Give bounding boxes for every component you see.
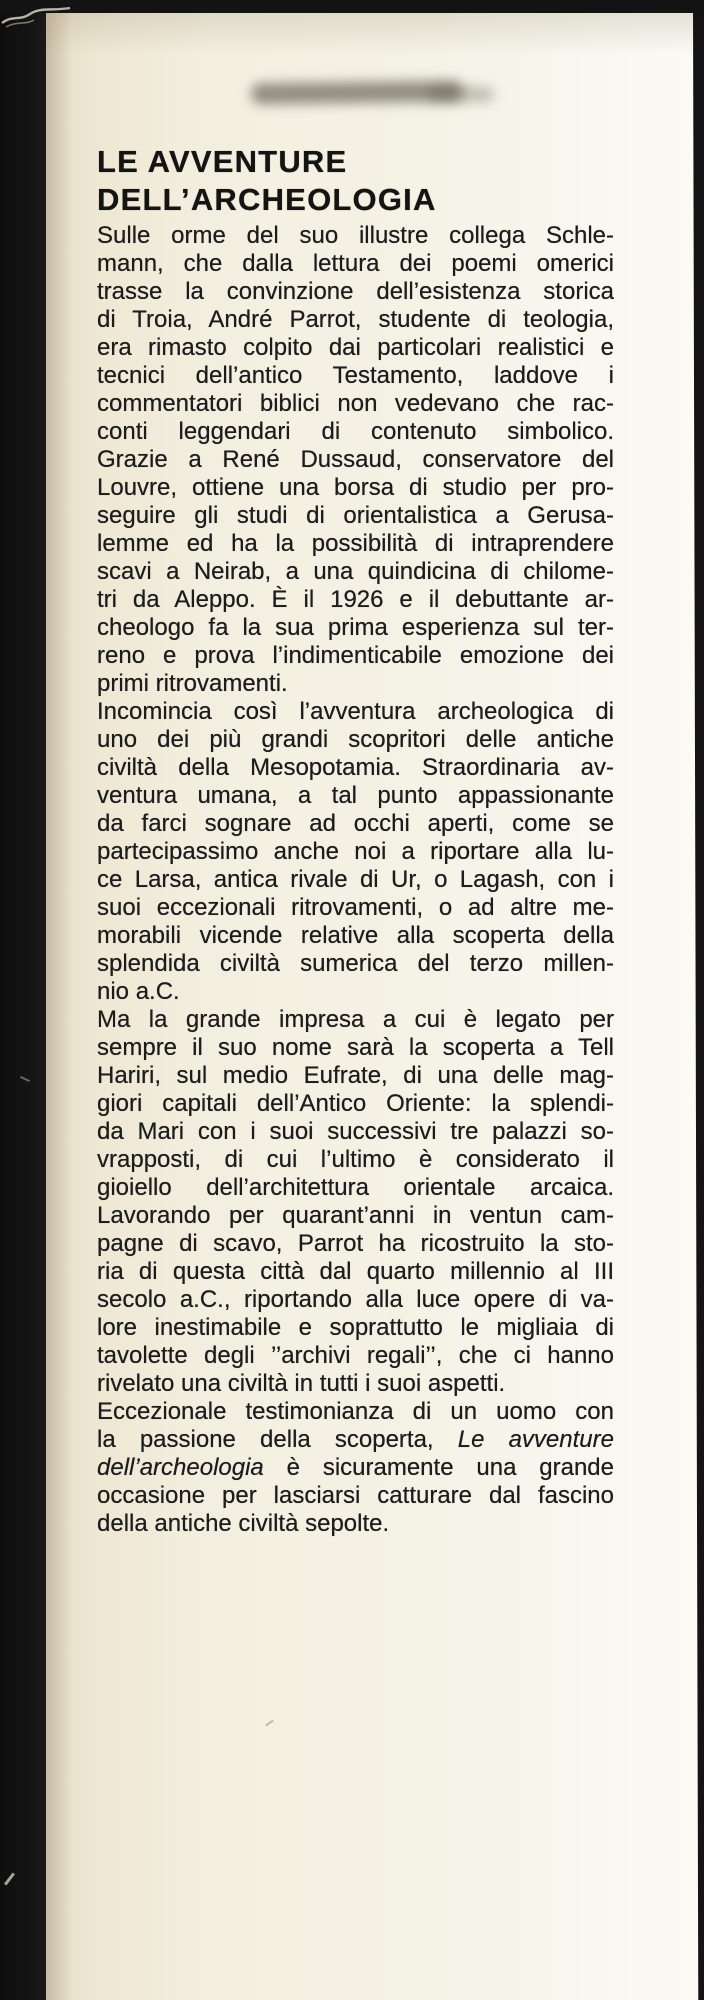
text-line	[97, 1202, 614, 1230]
text-segment: Ma la grande impresa a cui è legato per	[97, 1006, 614, 1033]
text-line	[97, 838, 614, 866]
text-line	[97, 782, 614, 810]
text-segment: di Troia, André Parrot, studente di teologia,	[97, 306, 614, 333]
text-line	[97, 1482, 614, 1510]
text-segment: Eccezionale testimonianza di un uomo con	[97, 1398, 614, 1425]
scan-border-top	[0, 0, 704, 13]
title-line-1: LE AVVENTURE	[97, 143, 348, 179]
text-line	[97, 558, 614, 586]
text-line	[97, 1398, 614, 1426]
text-line	[97, 502, 614, 530]
text-segment: occasione per lasciarsi catturare dal fascino	[97, 1482, 614, 1509]
text-line	[97, 1230, 614, 1258]
text-line	[97, 250, 614, 278]
text-segment: Louvre, ottiene una borsa di studio per pro-	[97, 474, 614, 501]
text-line	[97, 222, 614, 250]
text-segment: è sicuramente una grande	[263, 1454, 614, 1481]
text-line	[97, 1034, 614, 1062]
page-title	[97, 143, 637, 219]
text-line	[97, 1314, 614, 1342]
text-segment: morabili vicende relative alla scoperta della	[97, 922, 614, 949]
text-line	[97, 698, 614, 726]
text-line	[97, 1174, 614, 1202]
text-line	[97, 278, 614, 306]
text-segment: trasse la convinzione dell’esistenza storica	[97, 278, 614, 305]
text-segment: gioiello dell’architettura orientale arcaica.	[97, 1174, 614, 1201]
text-line	[97, 1062, 614, 1090]
text-segment: nio a.C.	[97, 978, 180, 1005]
text-segment: era rimasto colpito dai particolari realistici e	[97, 334, 614, 361]
scan-border-right	[693, 0, 704, 2000]
text-segment: ventura umana, a tal punto appassionante	[97, 782, 614, 809]
body-text	[97, 222, 614, 1538]
text-line	[97, 754, 614, 782]
text-segment: rivelato una civiltà in tutti i suoi aspetti.	[97, 1370, 506, 1397]
text-segment: Grazie a René Dussaud, conservatore del	[97, 446, 614, 473]
page-top-shadow	[46, 13, 696, 55]
text-line	[97, 334, 614, 362]
text-line	[97, 894, 614, 922]
text-line	[97, 1342, 614, 1370]
text-line	[97, 362, 614, 390]
text-line	[97, 950, 614, 978]
text-line	[97, 1146, 614, 1174]
text-line	[97, 922, 614, 950]
text-segment: secolo a.C., riportando alla luce opere di va-	[97, 1286, 614, 1313]
text-segment: tecnici dell’antico Testamento, laddove i	[97, 362, 614, 389]
text-segment: primi ritrovamenti.	[97, 670, 288, 697]
text-line	[97, 1454, 614, 1482]
text-segment: civiltà della Mesopotamia. Straordinaria av-	[97, 754, 614, 781]
text-segment: reno e prova l’indimenticabile emozione dei	[97, 642, 614, 669]
text-line	[97, 586, 614, 614]
text-segment: suoi eccezionali ritrovamenti, o ad altre me-	[97, 894, 614, 921]
page-left-shadow	[46, 0, 72, 2000]
text-segment: da Mari con i suoi successivi tre palazzi so-	[97, 1118, 614, 1145]
italic-text-segment: dell’archeologia	[97, 1454, 264, 1481]
text-segment: commentatori biblici non vedevano che rac-	[97, 390, 614, 417]
text-segment: mann, che dalla lettura dei poemi omerici	[97, 250, 614, 277]
text-line	[97, 474, 614, 502]
text-line	[97, 866, 614, 894]
scratch-mark	[0, 3, 74, 31]
text-line	[97, 978, 614, 1006]
text-segment: la passione della scoperta,	[97, 1426, 458, 1453]
text-line	[97, 670, 614, 698]
text-line	[97, 614, 614, 642]
text-segment: giori capitali dell’Antico Oriente: la splendi-	[97, 1090, 614, 1117]
text-segment: sempre il suo nome sarà la scoperta a Tell	[97, 1034, 614, 1061]
text-segment: vrapposti, di cui l’ultimo è considerato il	[97, 1146, 614, 1173]
text-line	[97, 390, 614, 418]
text-segment: scavi a Neirab, a una quindicina di chilome-	[97, 558, 614, 585]
text-line	[97, 418, 614, 446]
text-segment: splendida civiltà sumerica del terzo millen-	[97, 950, 614, 977]
text-segment: uno dei più grandi scopritori delle antiche	[97, 726, 614, 753]
text-line	[97, 1258, 614, 1286]
text-segment: Sulle orme del suo illustre collega Schle-	[97, 222, 614, 249]
text-line	[97, 810, 614, 838]
text-line	[97, 530, 614, 558]
italic-text-segment: Le avventure	[457, 1426, 614, 1453]
text-line	[97, 1006, 614, 1034]
text-segment: partecipassimo anche noi a riportare alla lu-	[97, 838, 614, 865]
text-segment: Lavorando per quarant’anni in ventun cam-	[97, 1202, 614, 1229]
scan-border-left	[0, 0, 46, 2000]
text-segment: cheologo fa la sua prima esperienza sul ter-	[97, 614, 614, 641]
text-segment: tri da Aleppo. È il 1926 e il debuttante ar-	[97, 586, 614, 613]
text-segment: da farci sognare ad occhi aperti, come se	[97, 810, 614, 837]
ink-smudge-small	[428, 87, 494, 102]
text-segment: della antiche civiltà sepolte.	[97, 1510, 390, 1537]
text-line	[97, 1118, 614, 1146]
text-line	[97, 306, 614, 334]
text-line	[97, 642, 614, 670]
text-line	[97, 1510, 614, 1538]
text-segment: tavolette degli ’’archivi regali’’, che ci hanno	[97, 1342, 614, 1369]
title-line-2: DELL’ARCHEOLOGIA	[97, 181, 437, 217]
text-line	[97, 1370, 614, 1398]
paper-speck	[265, 1720, 274, 1727]
text-line	[97, 726, 614, 754]
text-segment: ria di questa città dal quarto millennio al III	[97, 1258, 614, 1285]
text-line	[97, 446, 614, 474]
text-segment: conti leggendari di contenuto simbolico.	[97, 418, 614, 445]
text-line	[97, 1090, 614, 1118]
text-segment: Hariri, sul medio Eufrate, di una delle mag-	[97, 1062, 614, 1089]
text-segment: Incomincia così l’avventura archeologica di	[97, 698, 614, 725]
text-segment: lore inestimabile e soprattutto le migliaia di	[97, 1314, 614, 1341]
text-segment: ce Larsa, antica rivale di Ur, o Lagash, con i	[97, 866, 614, 893]
text-line	[97, 1426, 614, 1454]
text-segment: lemme ed ha la possibilità di intraprendere	[97, 530, 614, 557]
text-line	[97, 1286, 614, 1314]
text-segment: pagne di scavo, Parrot ha ricostruito la sto-	[97, 1230, 614, 1257]
text-segment: seguire gli studi di orientalistica a Gerusa-	[97, 502, 614, 529]
